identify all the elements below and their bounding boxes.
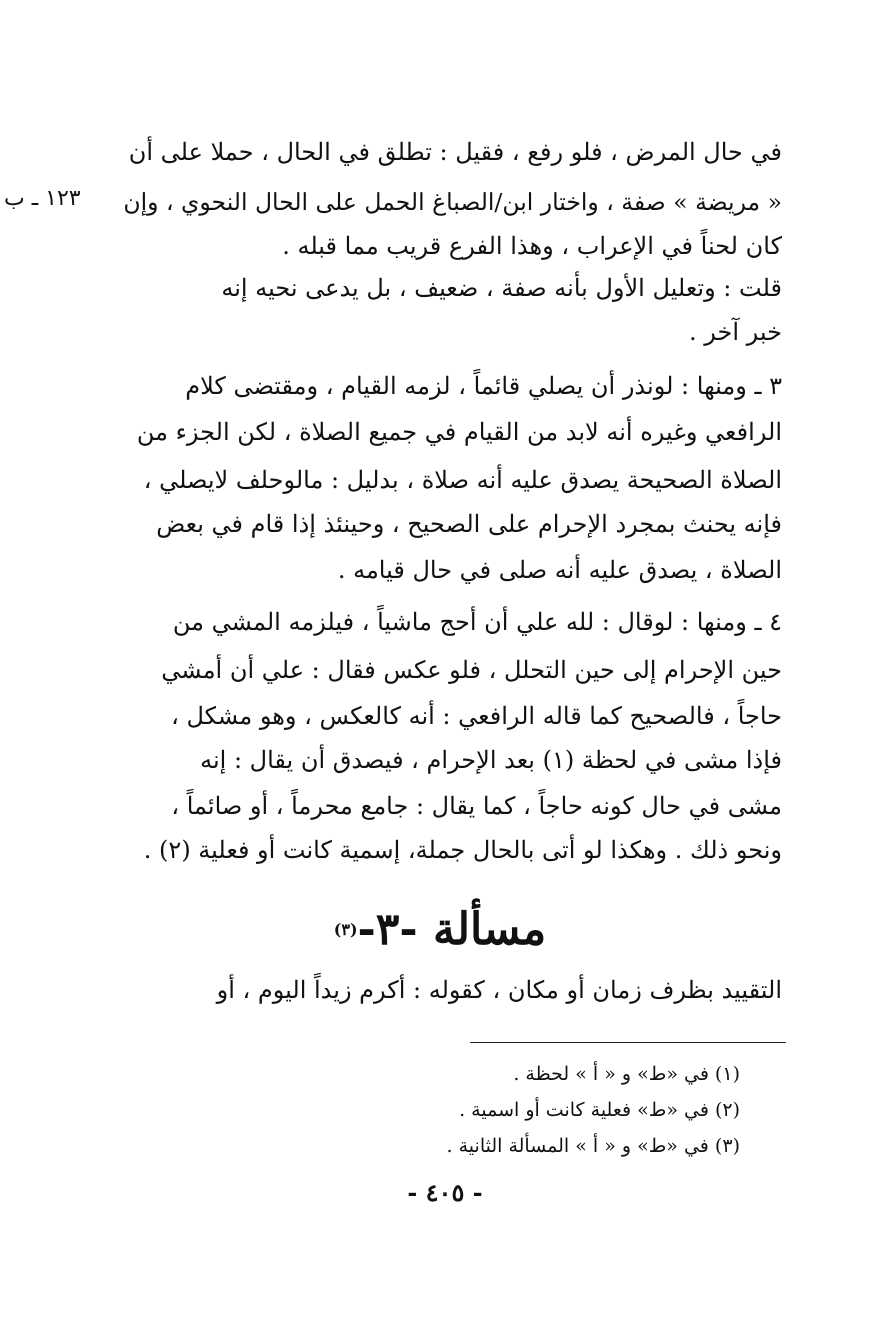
footnote: (٣) في «ط» و « أ » المسألة الثانية .: [446, 1135, 740, 1157]
text-line: ونحو ذلك . وهكذا لو أتى بالحال جملة، إسمية كانت أو فعلية (٢) .: [143, 836, 782, 864]
footnote-ref: (٣): [333, 920, 358, 939]
text-line: الرافعي وغيره أنه لابد من القيام في جميع الصلاة ، لكن الجزء من: [136, 418, 782, 446]
footnote-divider: [470, 1042, 786, 1043]
text-line: حين الإحرام إلى حين التحلل ، فلو عكس فقال : علي أن أمشي: [161, 656, 782, 684]
text-line: « مريضة » صفة ، واختار ابن/الصباغ الحمل على الحال النحوي ، وإن: [123, 188, 782, 216]
text-line: ٤ ـ ومنها : لوقال : لله علي أن أحج ماشياً ، فيلزمه المشي من: [172, 608, 782, 636]
margin-folio-note: ١٢٣ ـ ب: [4, 186, 81, 211]
text-line: مشى في حال كونه حاجاً ، كما يقال : جامع محرماً ، أو صائماً ،: [171, 792, 782, 820]
text-line: فإنه يحنث بمجرد الإحرام على الصحيح ، وحينئذ إذا قام في بعض: [156, 510, 782, 538]
text-line: التقييد بظرف زمان أو مكان ، كقوله : أكرم زيداً اليوم ، أو: [216, 976, 782, 1004]
text-line: خبر آخر .: [689, 318, 782, 346]
text-line: في حال المرض ، فلو رفع ، فقيل : تطلق في الحال ، حملا على أن: [128, 138, 782, 166]
text-line: فإذا مشى في لحظة (١) بعد الإحرام ، فيصدق أن يقال : إنه: [200, 746, 782, 774]
page-number: - ٤٠٥ -: [407, 1178, 483, 1207]
footnote: (١) في «ط» و « أ » لحظة .: [513, 1063, 740, 1085]
text-line: الصلاة الصحيحة يصدق عليه أنه صلاة ، بدليل : مالوحلف لايصلي ،: [143, 466, 782, 494]
text-line: ٣ ـ ومنها : لونذر أن يصلي قائماً ، لزمه القيام ، ومقتضى كلام: [185, 372, 782, 400]
text-line: قلت : وتعليل الأول بأنه صفة ، ضعيف ، بل يدعى نحيه إنه: [221, 274, 782, 302]
text-line: كان لحناً في الإعراب ، وهذا الفرع قريب مما قبله .: [282, 232, 782, 260]
section-heading: [300, 900, 580, 960]
section-heading-text: مسألة -٣-: [357, 904, 547, 955]
text-line: الصلاة ، يصدق عليه أنه صلى في حال قيامه .: [337, 556, 782, 584]
footnote: (٢) في «ط» فعلية كانت أو اسمية .: [459, 1099, 740, 1121]
text-line: حاجاً ، فالصحيح كما قاله الرافعي : أنه كالعكس ، وهو مشكل ،: [171, 702, 782, 730]
